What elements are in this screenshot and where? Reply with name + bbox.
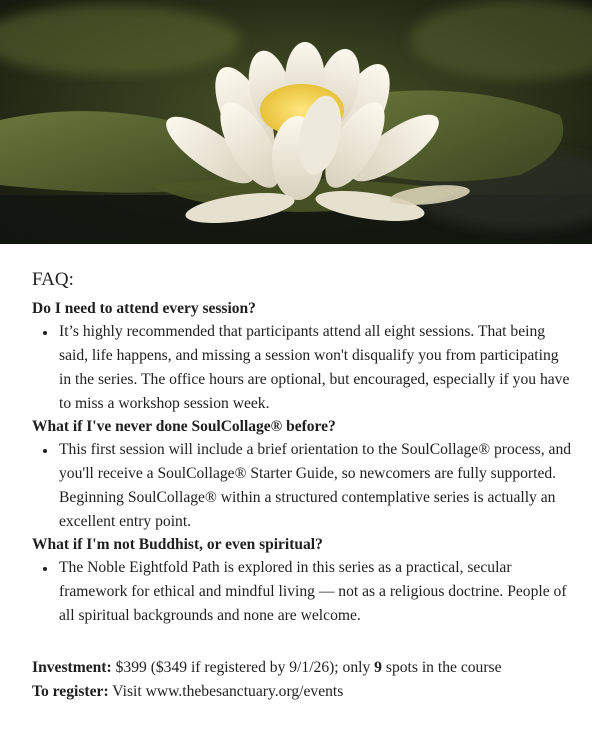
water-lily-photo xyxy=(0,0,592,244)
faq-answer-list xyxy=(32,438,572,534)
faq-item xyxy=(32,298,572,416)
hero-image xyxy=(0,0,592,244)
register-label: To register: xyxy=(32,683,109,700)
faq-section xyxy=(32,268,572,628)
spots-count: 9 xyxy=(374,659,382,676)
investment-line xyxy=(32,656,577,680)
faq-item xyxy=(32,534,572,628)
faq-answer-list xyxy=(32,556,572,628)
faq-question: What if I've never done SoulCollage® before? xyxy=(32,418,336,435)
register-link[interactable]: Visit www.thebesanctuary.org/events xyxy=(112,683,344,700)
faq-answer: • It’s highly recommended that participants attend all eight sessions. That being said, life happens, and missing a session won't disqualify you from participating in the series. The office hours are optional, but encouraged, especially if you have to miss a workshop session week. xyxy=(57,320,572,416)
faq-item xyxy=(32,416,572,534)
faq-heading: FAQ: xyxy=(32,269,74,290)
faq-question: What if I'm not Buddhist, or even spiritual? xyxy=(32,536,323,553)
investment-price: $399 ($349 if registered by 9/1/26); only xyxy=(115,659,371,676)
register-line xyxy=(32,680,577,704)
investment-label: Investment: xyxy=(32,659,112,676)
faq-answer: • The Noble Eightfold Path is explored in this series as a practical, secular framework for ethical and mindful living — not as a religious doctrine. People of all spiritual backgrounds and none are welcome. xyxy=(57,556,572,628)
faq-question: Do I need to attend every session? xyxy=(32,300,256,317)
faq-answer: • This first session will include a brief orientation to the SoulCollage® process, and you'll receive a SoulCollage® Starter Guide, so newcomers are fully supported. Beginning SoulCollage® within a structured contemplative series is actually an excellent entry point. xyxy=(57,438,572,534)
faq-answer-list xyxy=(32,320,572,416)
footer-info xyxy=(32,656,577,704)
spots-text: spots in the course xyxy=(385,659,502,676)
